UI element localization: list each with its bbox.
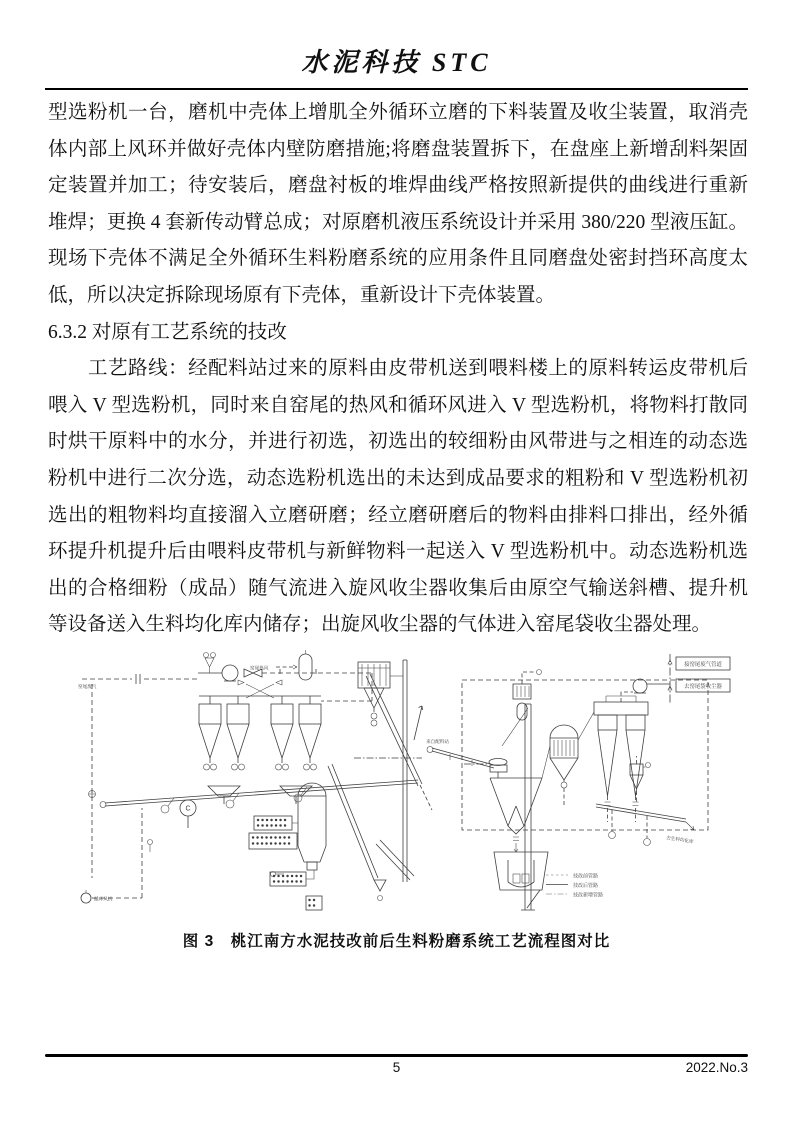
text-line: 工艺路线：经配料站过来的原料由皮带机送到喂料楼上的原料转运皮带机后 — [48, 358, 748, 380]
header-divider — [45, 88, 748, 90]
cyclone-bank — [199, 704, 321, 770]
figure — [70, 646, 762, 924]
legend-item: 技改新增管路 — [573, 892, 604, 899]
text-line: 体内部上风环并做好壳体内壁防磨措施;将磨盘装置拆下，在盘座上新增刮料架固 — [48, 138, 748, 160]
v-separator — [490, 778, 542, 852]
twin-cyclones — [594, 696, 648, 822]
text-line: 喂入 V 型选粉机，同时来自窑尾的热风和循环风进入 V 型选粉机，将物料打散同 — [48, 394, 748, 416]
text-line: 型选粉机一台，磨机中壳体上增肌全外循环立磨的下料装置及收尘装置，取消壳 — [48, 102, 748, 123]
air-slide-label: 去生料均化库 — [665, 834, 694, 845]
text-line: 堆焊；更换 4 套新传动臂总成；对原磨机液压系统设计并采用 380/220 型液压缸。 — [48, 211, 748, 233]
text-line: 现场下壳体不满足全外循环生料粉磨系统的应用条件且同磨盘处密封挡环高度太 — [48, 248, 748, 270]
label-box-top: 接窑尾废气管道 — [684, 661, 722, 668]
text-line: 选出的粗物料均直接溜入立磨研磨；经立磨研磨后的物料由排料口排出，经外循 — [48, 504, 748, 526]
before-system — [78, 650, 432, 910]
body-text — [48, 95, 748, 644]
legend-item: 技改前管路 — [573, 873, 599, 880]
footer-divider — [45, 1054, 748, 1057]
after-system — [426, 654, 730, 910]
page-number: 5 — [392, 1060, 401, 1075]
mill-after — [494, 852, 548, 908]
diagram-legend — [546, 872, 603, 898]
text-line: 粉机中进行二次分选，动态选粉机选出的未达到成品要求的粗粉和 V 型选粉机初 — [48, 467, 748, 489]
label-box-bottom: 去窑尾袋收尘器 — [684, 683, 722, 690]
valve-banks — [249, 816, 322, 910]
capsule-label: 窑尾热风 — [250, 665, 269, 671]
journal-title: 水泥科技 STC — [301, 48, 492, 77]
feed-belt-label: 来自配料站 — [426, 738, 449, 744]
gauge-label: C — [185, 805, 191, 813]
text-line: 定装置并加工；待安装后，磨盘衬板的堆焊曲线严格按照新提供的曲线进行重新 — [48, 175, 748, 197]
text-line: 出的合格细粉（成品）随气流进入旋风收尘器收集后由原空气输送斜槽、提升机 — [48, 577, 748, 599]
text-line: 环提升机提升后由喂料皮带机与新鲜物料一起送入 V 型选粉机中。动态选粉机选 — [48, 541, 748, 563]
bottom-fan-label: 循环风机 — [94, 896, 113, 902]
footer — [45, 1060, 748, 1080]
text-line: 低，所以决定拆除现场原有下壳体，重新设计下壳体装置。 — [48, 284, 556, 306]
text-line: 等设备送入生料均化库内储存；出旋风收尘器的气体进入窑尾袋收尘器处理。 — [48, 614, 712, 636]
process-flow-diagram — [70, 646, 762, 924]
issue-number: 2022.No.3 — [685, 1060, 748, 1075]
dynamic-separator — [542, 712, 594, 806]
mill-before — [298, 783, 326, 870]
kiln-gas-label: 窑尾废气 — [78, 683, 97, 689]
text-line: 时烘干原料中的水分，并进行初选，初选出的较细粉由风带进与之相连的动态选 — [48, 431, 748, 453]
figure-caption: 图 3 桃江南方水泥技改前后生料粉磨系统工艺流程图对比 — [182, 932, 611, 950]
section-heading: 6.3.2 对原有工艺系统的技改 — [48, 321, 287, 343]
legend-item: 技改后管路 — [573, 882, 599, 889]
